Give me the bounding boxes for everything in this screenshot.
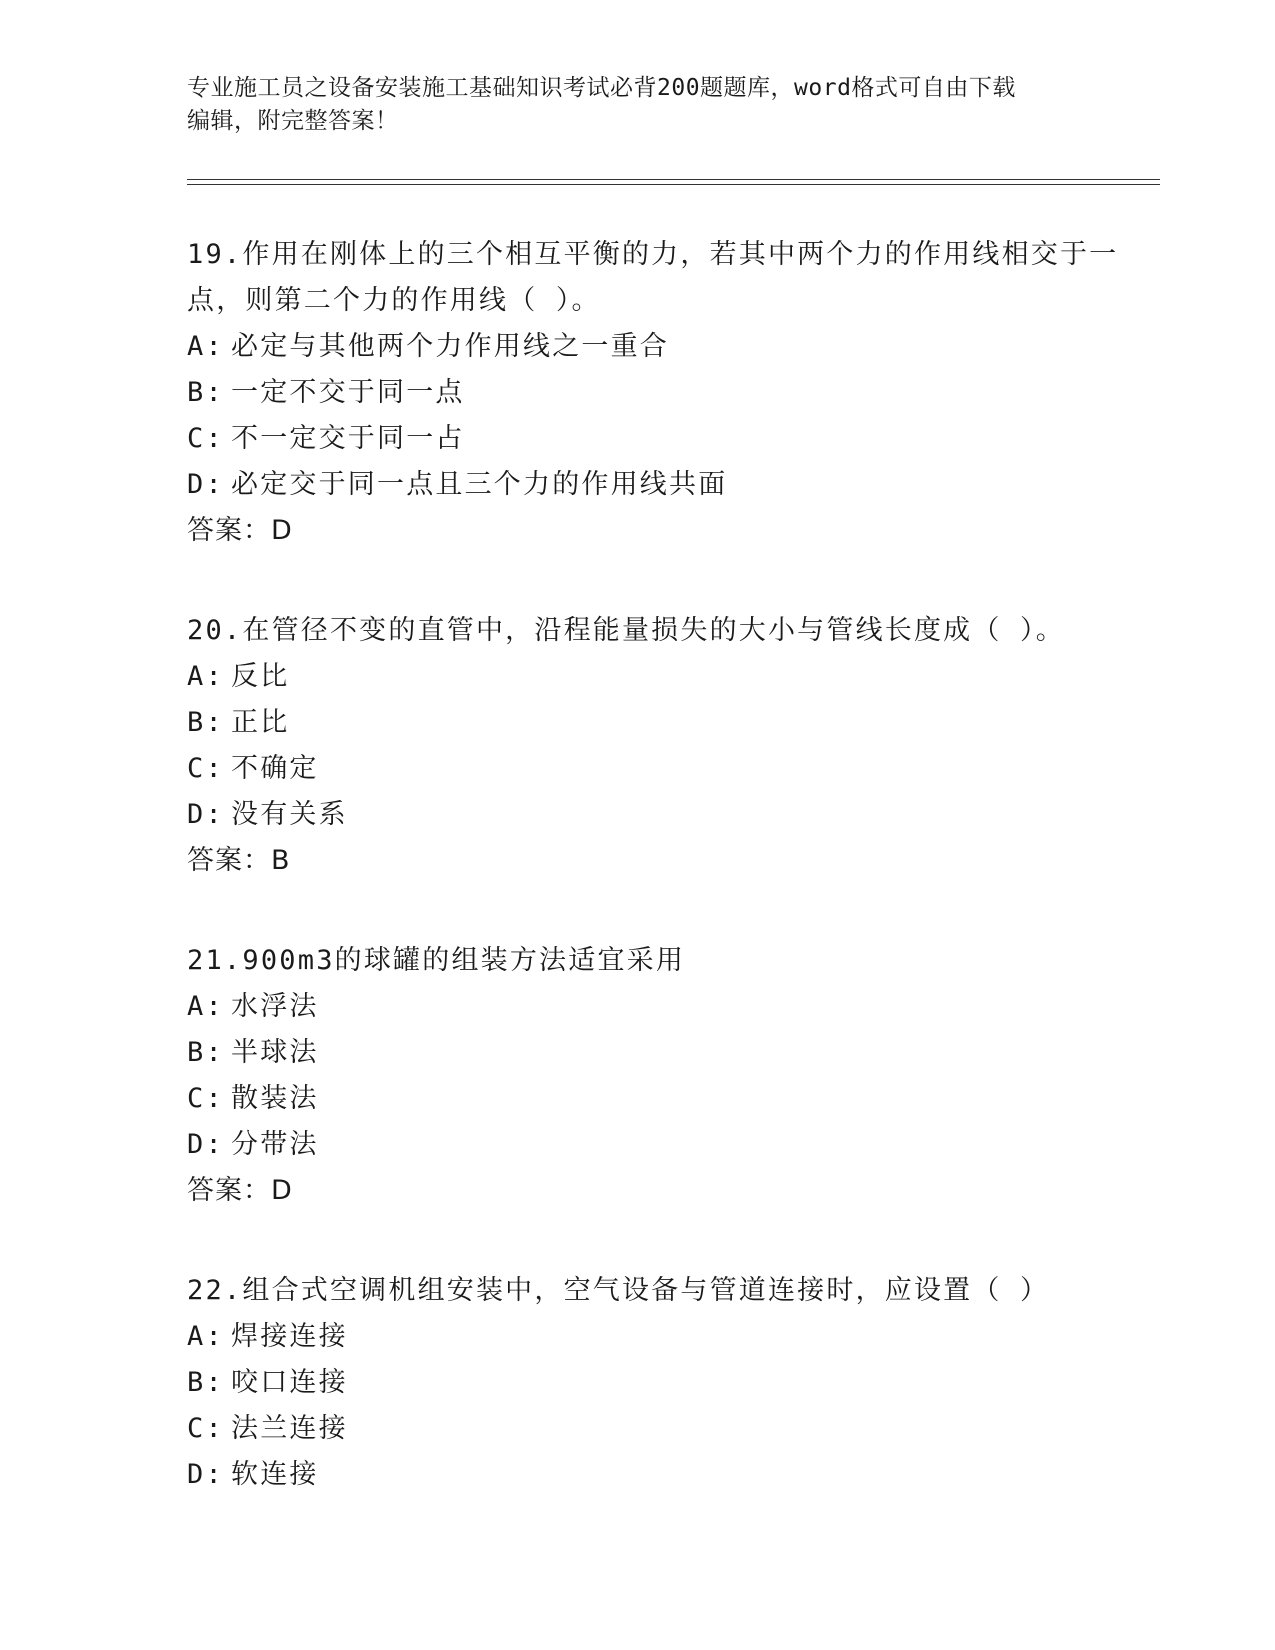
option-key: A: — [187, 991, 224, 1022]
option-text: 分带法 — [231, 1129, 319, 1160]
question-22 — [187, 1268, 1147, 1498]
option-text: 一定不交于同一点 — [231, 377, 465, 408]
option-key: D: — [187, 469, 224, 500]
option-text: 软连接 — [231, 1459, 319, 1490]
option-key: B: — [187, 1367, 224, 1398]
option-b — [187, 1360, 1147, 1406]
option-text: 焊接连接 — [231, 1321, 348, 1352]
option-a — [187, 1314, 1147, 1360]
question-19 — [187, 232, 1147, 554]
header-rule-top — [187, 179, 1160, 180]
answer-line: 答案：D — [187, 1175, 293, 1206]
option-key: A: — [187, 331, 224, 362]
option-b — [187, 1030, 1147, 1076]
option-text: 反比 — [231, 661, 290, 692]
option-key: C: — [187, 1083, 224, 1114]
option-key: A: — [187, 1321, 224, 1352]
option-text: 半球法 — [231, 1037, 319, 1068]
option-text: 咬口连接 — [231, 1367, 348, 1398]
option-text: 水浮法 — [231, 991, 319, 1022]
option-key: D: — [187, 1129, 224, 1160]
question-stem: 21.900m3的球罐的组装方法适宜采用 — [187, 945, 686, 976]
question-stem: 19.作用在刚体上的三个相互平衡的力，若其中两个力的作用线相交于一点，则第二个力的作用线（ ）。 — [187, 239, 1119, 316]
option-c — [187, 746, 1147, 792]
option-c — [187, 416, 1147, 462]
option-text: 散装法 — [231, 1083, 319, 1114]
question-list — [187, 232, 1147, 1552]
question-stem: 20.在管径不变的直管中，沿程能量损失的大小与管线长度成（ ）。 — [187, 615, 1065, 646]
option-key: A: — [187, 661, 224, 692]
option-text: 不确定 — [231, 753, 319, 784]
option-b — [187, 370, 1147, 416]
option-key: B: — [187, 377, 224, 408]
answer-line: 答案：B — [187, 845, 291, 876]
option-text: 不一定交于同一占 — [231, 423, 465, 454]
option-text: 法兰连接 — [231, 1413, 348, 1444]
option-key: C: — [187, 423, 224, 454]
header-rule-bottom — [187, 184, 1160, 185]
option-d — [187, 1122, 1147, 1168]
option-text: 必定交于同一点且三个力的作用线共面 — [231, 469, 728, 500]
option-text: 正比 — [231, 707, 290, 738]
option-d — [187, 792, 1147, 838]
option-b — [187, 700, 1147, 746]
option-a — [187, 984, 1147, 1030]
option-key: B: — [187, 707, 224, 738]
header-title-line-2: 编辑，附完整答案！ — [187, 108, 399, 134]
option-text: 必定与其他两个力作用线之一重合 — [231, 331, 669, 362]
option-a — [187, 654, 1147, 700]
option-key: D: — [187, 1459, 224, 1490]
option-key: C: — [187, 753, 224, 784]
question-21 — [187, 938, 1147, 1214]
question-20 — [187, 608, 1147, 884]
option-key: C: — [187, 1413, 224, 1444]
option-key: D: — [187, 799, 224, 830]
option-a — [187, 324, 1147, 370]
option-key: B: — [187, 1037, 224, 1068]
option-text: 没有关系 — [231, 799, 348, 830]
option-d — [187, 1452, 1147, 1498]
option-c — [187, 1076, 1147, 1122]
answer-line: 答案：D — [187, 515, 293, 546]
option-c — [187, 1406, 1147, 1452]
question-stem: 22.组合式空调机组安装中，空气设备与管道连接时，应设置（ ） — [187, 1275, 1050, 1306]
document-header — [187, 72, 1067, 138]
option-d — [187, 462, 1147, 508]
header-title-line-1: 专业施工员之设备安装施工基础知识考试必背200题题库，word格式可自由下载 — [187, 75, 1016, 101]
